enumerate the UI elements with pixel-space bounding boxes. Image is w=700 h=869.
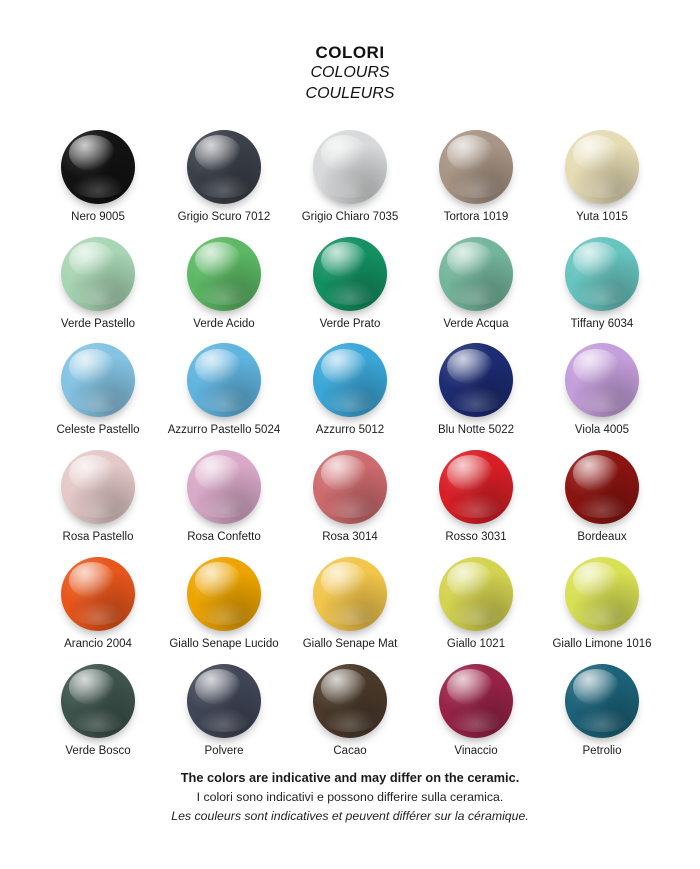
- swatch-row: [38, 661, 662, 759]
- swatch-dot-wrap: [310, 234, 390, 314]
- color-swatch: [290, 661, 410, 759]
- swatch-dot: [61, 130, 135, 204]
- color-swatch: [416, 127, 536, 225]
- swatch-dot: [565, 130, 639, 204]
- color-swatch: [164, 127, 284, 225]
- swatch-dot: [565, 450, 639, 524]
- swatch-dot-wrap: [58, 127, 138, 207]
- swatch-dot: [439, 237, 513, 311]
- swatch-dot: [187, 343, 261, 417]
- swatch-dot: [61, 343, 135, 417]
- color-swatch: [164, 554, 284, 652]
- page-title-italian: COLORI: [315, 43, 385, 62]
- page-header: [0, 0, 700, 105]
- swatch-shading: [439, 664, 513, 738]
- swatch-shading: [61, 343, 135, 417]
- swatch-dot-wrap: [58, 661, 138, 741]
- swatch-dot: [565, 343, 639, 417]
- color-swatch: [542, 447, 662, 545]
- color-swatch: [38, 661, 158, 759]
- swatch-shading: [439, 557, 513, 631]
- swatch-dot: [313, 130, 387, 204]
- swatch-label: Giallo Limone 1016: [552, 638, 652, 651]
- swatch-shading: [313, 450, 387, 524]
- color-swatch: [542, 234, 662, 332]
- swatch-dot: [187, 664, 261, 738]
- swatch-dot: [313, 343, 387, 417]
- swatch-label: Giallo Senape Lucido: [169, 638, 279, 651]
- swatch-label: Tiffany 6034: [570, 317, 634, 330]
- color-swatch: [38, 127, 158, 225]
- swatch-label: Verde Acqua: [443, 317, 509, 330]
- swatch-dot-wrap: [436, 554, 516, 634]
- swatch-label: Verde Pastello: [60, 317, 136, 330]
- swatch-dot: [565, 664, 639, 738]
- color-swatch: [164, 447, 284, 545]
- swatch-dot: [313, 664, 387, 738]
- swatch-row: [38, 234, 662, 332]
- swatch-shading: [313, 130, 387, 204]
- swatch-dot: [187, 130, 261, 204]
- swatch-row: [38, 340, 662, 438]
- swatch-dot-wrap: [310, 554, 390, 634]
- page-title-english: COLOURS: [310, 64, 390, 82]
- swatch-label: Petrolio: [582, 744, 622, 757]
- swatch-label: Verde Acido: [193, 317, 255, 330]
- swatch-shading: [187, 237, 261, 311]
- color-swatch: [164, 340, 284, 438]
- page-title-french: COULEURS: [305, 85, 395, 103]
- swatch-dot-wrap: [310, 340, 390, 420]
- swatch-dot-wrap: [562, 234, 642, 314]
- swatch-dot: [565, 557, 639, 631]
- swatch-dot: [187, 557, 261, 631]
- swatch-dot-wrap: [184, 234, 264, 314]
- swatch-dot-wrap: [184, 127, 264, 207]
- swatch-dot: [439, 557, 513, 631]
- swatch-dot: [61, 664, 135, 738]
- color-swatch: [542, 340, 662, 438]
- swatch-dot-wrap: [436, 447, 516, 527]
- swatch-label: Yuta 1015: [576, 210, 628, 223]
- color-swatch: [290, 340, 410, 438]
- color-swatch: [416, 234, 536, 332]
- color-swatch: [38, 340, 158, 438]
- color-swatch-grid: [0, 127, 700, 759]
- swatch-row: [38, 447, 662, 545]
- swatch-shading: [565, 664, 639, 738]
- swatch-label: Giallo 1021: [446, 638, 506, 651]
- swatch-label: Giallo Senape Mat: [302, 638, 398, 651]
- swatch-shading: [187, 130, 261, 204]
- swatch-dot: [439, 343, 513, 417]
- swatch-dot: [61, 557, 135, 631]
- color-swatch: [164, 661, 284, 759]
- swatch-label: Celeste Pastello: [56, 424, 140, 437]
- swatch-dot: [439, 130, 513, 204]
- swatch-shading: [187, 664, 261, 738]
- swatch-dot-wrap: [58, 554, 138, 634]
- swatch-label: Rosa Confetto: [187, 531, 261, 544]
- swatch-dot-wrap: [436, 127, 516, 207]
- swatch-dot: [187, 450, 261, 524]
- color-swatch: [542, 554, 662, 652]
- swatch-dot: [61, 450, 135, 524]
- swatch-label: Tortora 1019: [443, 210, 509, 223]
- color-swatch: [290, 447, 410, 545]
- swatch-shading: [565, 130, 639, 204]
- swatch-label: Grigio Scuro 7012: [177, 210, 271, 223]
- swatch-dot-wrap: [436, 234, 516, 314]
- swatch-dot-wrap: [184, 447, 264, 527]
- swatch-label: Blu Notte 5022: [437, 424, 515, 437]
- swatch-shading: [61, 557, 135, 631]
- color-swatch: [38, 447, 158, 545]
- color-swatch: [290, 234, 410, 332]
- swatch-label: Rosa 3014: [322, 531, 378, 544]
- swatch-label: Rosso 3031: [445, 531, 507, 544]
- swatch-label: Grigio Chiaro 7035: [301, 210, 399, 223]
- swatch-dot: [187, 237, 261, 311]
- color-swatch: [290, 127, 410, 225]
- disclaimer-footer: [0, 768, 700, 825]
- swatch-shading: [313, 557, 387, 631]
- swatch-label: Viola 4005: [574, 424, 630, 437]
- swatch-label: Azzurro Pastello 5024: [167, 424, 281, 437]
- swatch-shading: [187, 450, 261, 524]
- color-swatch: [416, 554, 536, 652]
- color-swatch: [290, 554, 410, 652]
- swatch-shading: [565, 450, 639, 524]
- swatch-label: Verde Bosco: [65, 744, 131, 757]
- swatch-shading: [565, 237, 639, 311]
- swatch-dot-wrap: [184, 554, 264, 634]
- color-swatch: [164, 234, 284, 332]
- swatch-dot-wrap: [58, 340, 138, 420]
- color-swatch: [38, 234, 158, 332]
- swatch-label: Arancio 2004: [64, 638, 132, 651]
- color-swatch: [542, 127, 662, 225]
- color-swatch: [416, 340, 536, 438]
- color-swatch: [542, 661, 662, 759]
- swatch-dot-wrap: [562, 127, 642, 207]
- swatch-dot-wrap: [562, 447, 642, 527]
- swatch-dot-wrap: [58, 234, 138, 314]
- swatch-dot-wrap: [184, 661, 264, 741]
- swatch-label: Nero 9005: [71, 210, 125, 223]
- swatch-label: Bordeaux: [577, 531, 627, 544]
- swatch-dot-wrap: [310, 661, 390, 741]
- swatch-label: Vinaccio: [454, 744, 498, 757]
- swatch-dot-wrap: [58, 447, 138, 527]
- swatch-label: Azzurro 5012: [315, 424, 385, 437]
- swatch-row: [38, 127, 662, 225]
- swatch-dot: [313, 237, 387, 311]
- swatch-shading: [61, 664, 135, 738]
- swatch-dot-wrap: [184, 340, 264, 420]
- swatch-dot-wrap: [436, 340, 516, 420]
- swatch-shading: [439, 450, 513, 524]
- color-swatch: [416, 661, 536, 759]
- swatch-dot: [61, 237, 135, 311]
- swatch-shading: [439, 237, 513, 311]
- disclaimer-english: The colors are indicative and may differ on the ceramic.: [180, 770, 520, 786]
- swatch-dot-wrap: [562, 340, 642, 420]
- swatch-shading: [439, 343, 513, 417]
- swatch-shading: [187, 343, 261, 417]
- swatch-shading: [187, 557, 261, 631]
- swatch-dot: [439, 450, 513, 524]
- swatch-dot-wrap: [436, 661, 516, 741]
- disclaimer-french: Les couleurs sont indicatives et peuvent différer sur la céramique.: [171, 808, 529, 823]
- swatch-label: Rosa Pastello: [62, 531, 134, 544]
- swatch-dot-wrap: [562, 661, 642, 741]
- swatch-shading: [439, 130, 513, 204]
- swatch-shading: [313, 664, 387, 738]
- swatch-shading: [565, 557, 639, 631]
- color-swatch: [38, 554, 158, 652]
- disclaimer-italian: I colori sono indicativi e possono differire sulla ceramica.: [196, 790, 504, 805]
- swatch-shading: [313, 237, 387, 311]
- swatch-dot: [313, 557, 387, 631]
- swatch-dot: [565, 237, 639, 311]
- swatch-shading: [61, 450, 135, 524]
- swatch-label: Cacao: [333, 744, 367, 757]
- swatch-shading: [313, 343, 387, 417]
- swatch-dot: [313, 450, 387, 524]
- swatch-shading: [565, 343, 639, 417]
- swatch-shading: [61, 130, 135, 204]
- swatch-row: [38, 554, 662, 652]
- swatch-dot-wrap: [310, 447, 390, 527]
- swatch-label: Polvere: [204, 744, 244, 757]
- swatch-dot: [439, 664, 513, 738]
- swatch-label: Verde Prato: [319, 317, 381, 330]
- color-swatch: [416, 447, 536, 545]
- swatch-dot-wrap: [562, 554, 642, 634]
- swatch-shading: [61, 237, 135, 311]
- swatch-dot-wrap: [310, 127, 390, 207]
